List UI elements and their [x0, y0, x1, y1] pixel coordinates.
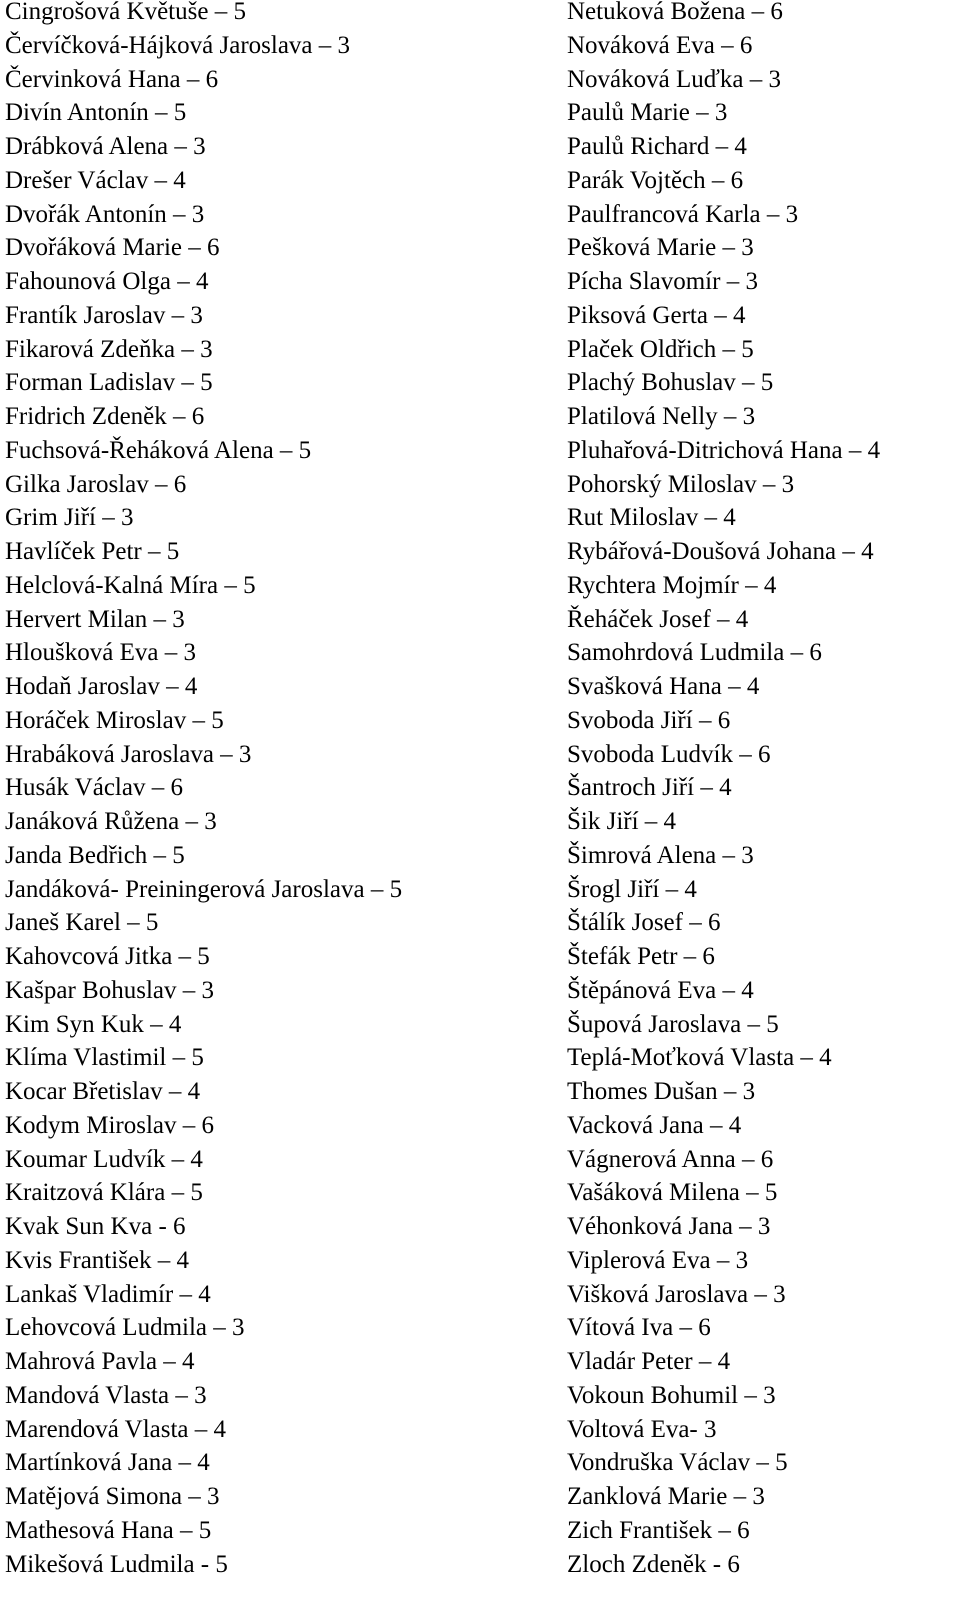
- list-item: Lankaš Vladimír – 4: [5, 1280, 211, 1308]
- list-item: Štálík Josef – 6: [567, 909, 721, 937]
- list-item: Pluhařová-Ditrichová Hana – 4: [567, 436, 881, 464]
- list-item: Samohrdová Ludmila – 6: [567, 639, 822, 667]
- list-item: Pešková Marie – 3: [567, 234, 754, 262]
- list-item: Fikarová Zdeňka – 3: [5, 335, 213, 363]
- list-item: Jandáková- Preiningerová Jaroslava – 5: [5, 875, 403, 903]
- list-item: Matějová Simona – 3: [5, 1483, 220, 1510]
- list-item: Kodym Miroslav – 6: [5, 1111, 215, 1139]
- list-item: Thomes Dušan – 3: [567, 1078, 756, 1105]
- list-item: Klíma Vlastimil – 5: [5, 1044, 204, 1072]
- list-item: Horáček Miroslav – 5: [5, 706, 224, 734]
- list-item: Šupová Jaroslava – 5: [567, 1010, 779, 1038]
- list-item: Vágnerová Anna – 6: [567, 1145, 774, 1173]
- list-item: Nováková Luďka – 3: [567, 65, 782, 93]
- list-item: Kocar Břetislav – 4: [5, 1078, 201, 1105]
- list-item: Marendová Vlasta – 4: [5, 1415, 227, 1443]
- list-item: Vondruška Václav – 5: [567, 1449, 788, 1477]
- list-item: Kašpar Bohuslav – 3: [5, 976, 214, 1004]
- list-item: Vladár Peter – 4: [567, 1348, 731, 1375]
- list-item: Červinková Hana – 6: [5, 65, 219, 93]
- list-item: Šrogl Jiří – 4: [567, 875, 697, 903]
- list-item: Divín Antonín – 5: [5, 99, 187, 127]
- list-item: Višková Jaroslava – 3: [567, 1280, 786, 1308]
- list-item: Piksová Gerta – 4: [567, 301, 746, 329]
- list-item: Mikešová Ludmila - 5: [5, 1550, 228, 1578]
- list-item: Husák Václav – 6: [5, 774, 183, 802]
- list-item: Gilka Jaroslav – 6: [5, 470, 187, 498]
- list-item: Helclová-Kalná Míra – 5: [5, 571, 256, 599]
- list-item: Zloch Zdeněk - 6: [567, 1550, 740, 1578]
- list-item: Svašková Hana – 4: [567, 673, 760, 700]
- list-item: Kahovcová Jitka – 5: [5, 943, 210, 970]
- list-item: Rut Miloslav – 4: [567, 504, 736, 532]
- list-item: Zanklová Marie – 3: [567, 1483, 765, 1510]
- list-item: Martínková Jana – 4: [5, 1449, 210, 1477]
- list-item: Vacková Jana – 4: [567, 1111, 742, 1139]
- right-name-column: [567, 0, 957, 1581]
- list-item: Kim Syn Kuk – 4: [5, 1010, 182, 1038]
- list-item: Mandová Vlasta – 3: [5, 1381, 207, 1409]
- list-item: Vítová Iva – 6: [567, 1314, 711, 1342]
- list-item: Cingrošová Květuše – 5: [5, 0, 246, 25]
- list-item: Mathesová Hana – 5: [5, 1516, 212, 1544]
- list-item: Drábková Alena – 3: [5, 133, 206, 160]
- list-item: Véhonková Jana – 3: [567, 1213, 771, 1240]
- list-item: Hloušková Eva – 3: [5, 639, 196, 667]
- list-item: Mahrová Pavla – 4: [5, 1348, 195, 1375]
- list-item: Parák Vojtěch – 6: [567, 166, 744, 194]
- list-item: Drešer Václav – 4: [5, 166, 186, 194]
- list-item: Fridrich Zdeněk – 6: [5, 403, 205, 430]
- list-item: Kvis František – 4: [5, 1246, 190, 1274]
- list-item: Rychtera Mojmír – 4: [567, 571, 777, 599]
- list-item: Nováková Eva – 6: [567, 31, 753, 59]
- list-item: Svoboda Jiří – 6: [567, 706, 731, 734]
- list-item: Řeháček Josef – 4: [567, 605, 749, 633]
- list-item: Janáková Růžena – 3: [5, 808, 217, 835]
- list-item: Paulů Richard – 4: [567, 133, 747, 160]
- list-item: Štefák Petr – 6: [567, 943, 715, 970]
- list-item: Rybářová-Doušová Johana – 4: [567, 538, 874, 565]
- list-item: Pohorský Miloslav – 3: [567, 470, 795, 498]
- left-name-column: [5, 0, 560, 1581]
- list-item: Viplerová Eva – 3: [567, 1246, 749, 1274]
- list-item: Zich František – 6: [567, 1516, 750, 1544]
- list-item: Teplá-Moťková Vlasta – 4: [567, 1044, 832, 1072]
- list-item: Svoboda Ludvík – 6: [567, 740, 771, 768]
- list-item: Grim Jiří – 3: [5, 504, 134, 532]
- list-item: Vašáková Milena – 5: [567, 1179, 778, 1207]
- list-item: Janeš Karel – 5: [5, 909, 159, 937]
- list-item: Červíčková-Hájková Jaroslava – 3: [5, 31, 351, 59]
- list-item: Platilová Nelly – 3: [567, 403, 756, 430]
- list-item: Voltová Eva- 3: [567, 1415, 717, 1443]
- list-item: Šik Jiří – 4: [567, 808, 677, 835]
- list-item: Havlíček Petr – 5: [5, 538, 180, 565]
- list-item: Štěpánová Eva – 4: [567, 976, 754, 1004]
- list-item: Kraitzová Klára – 5: [5, 1179, 203, 1207]
- list-item: Hervert Milan – 3: [5, 605, 185, 633]
- list-item: Šantroch Jiří – 4: [567, 774, 732, 802]
- list-item: Koumar Ludvík – 4: [5, 1145, 203, 1173]
- list-item: Dvořák Antonín – 3: [5, 200, 205, 228]
- list-item: Paulů Marie – 3: [567, 99, 728, 127]
- list-item: Paulfrancová Karla – 3: [567, 200, 799, 228]
- list-item: Frantík Jaroslav – 3: [5, 301, 203, 329]
- list-item: Plaček Oldřich – 5: [567, 335, 754, 363]
- list-item: Lehovcová Ludmila – 3: [5, 1314, 245, 1342]
- list-item: Šimrová Alena – 3: [567, 841, 754, 869]
- list-item: Kvak Sun Kva - 6: [5, 1213, 186, 1240]
- list-item: Fahounová Olga – 4: [5, 268, 209, 295]
- list-item: Forman Ladislav – 5: [5, 369, 213, 397]
- list-item: Plachý Bohuslav – 5: [567, 369, 774, 397]
- list-item: Vokoun Bohumil – 3: [567, 1381, 776, 1409]
- list-item: Pícha Slavomír – 3: [567, 268, 758, 295]
- list-item: Fuchsová-Řeháková Alena – 5: [5, 436, 312, 464]
- list-item: Hrabáková Jaroslava – 3: [5, 740, 252, 768]
- list-item: Hodaň Jaroslav – 4: [5, 673, 198, 700]
- list-item: Dvořáková Marie – 6: [5, 234, 220, 262]
- list-item: Janda Bedřich – 5: [5, 841, 185, 869]
- list-item: Netuková Božena – 6: [567, 0, 783, 25]
